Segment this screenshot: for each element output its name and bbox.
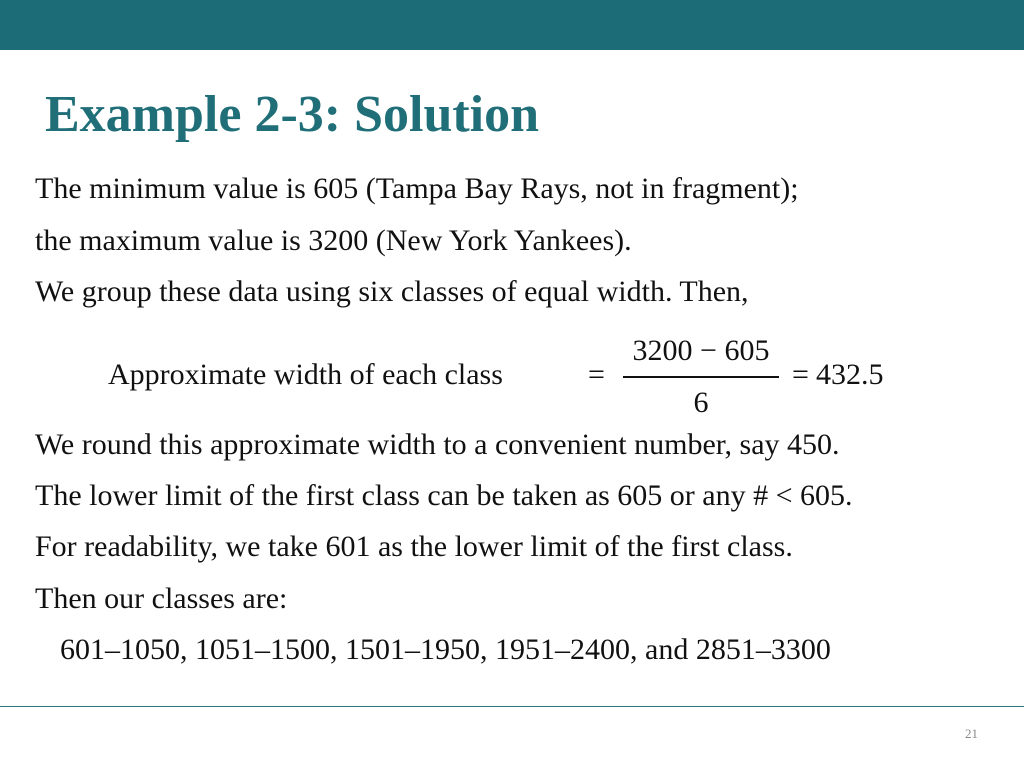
text-line-minimum: The minimum value is 605 (Tampa Bay Rays, not in fragment); (35, 172, 799, 205)
page-number: 21 (965, 726, 978, 741)
footer-divider (0, 706, 1024, 707)
text-line-readability: For readability, we take 601 as the lower limit of the first class. (35, 530, 793, 563)
formula-denominator: 6 (693, 386, 709, 419)
class-list: 601–1050, 1051–1500, 1501–1950, 1951–2400, and 2851–3300 (60, 633, 831, 666)
header-bar (0, 0, 1024, 50)
text-line-lower-limit: The lower limit of the first class can be taken as 605 or any # < 605. (35, 479, 853, 512)
text-line-classes-intro: Then our classes are: (35, 582, 288, 615)
formula-result: 432.5 (816, 358, 884, 391)
text-line-rounding: We round this approximate width to a convenient number, say 450. (35, 428, 840, 461)
formula-equals-sign: = (588, 358, 605, 391)
fraction-bar (623, 376, 779, 378)
formula-result-equals-sign: = (792, 358, 809, 391)
slide-title: Example 2-3: Solution (45, 86, 540, 143)
text-line-maximum: the maximum value is 3200 (New York Yankees). (35, 224, 632, 257)
text-line-grouping: We group these data using six classes of equal width. Then, (35, 275, 749, 308)
formula-label: Approximate width of each class (108, 358, 503, 391)
formula-numerator: 3200 − 605 (632, 334, 770, 367)
formula-fraction (621, 330, 781, 425)
